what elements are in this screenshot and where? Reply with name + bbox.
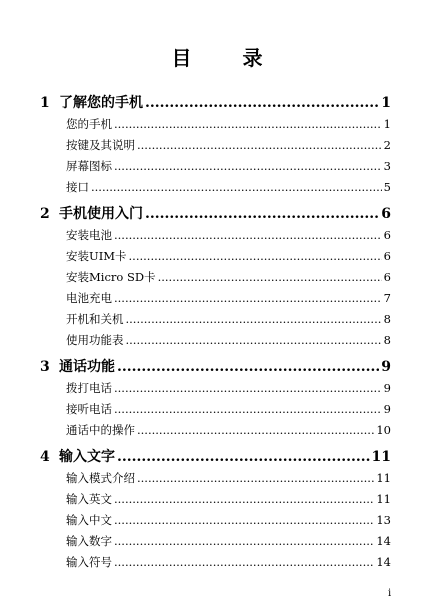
toc-entry[interactable]	[40, 531, 391, 552]
toc-entry[interactable]	[40, 378, 391, 399]
toc-entry[interactable]	[40, 156, 391, 177]
toc-entry[interactable]	[40, 330, 391, 351]
chapter-page: 9	[381, 359, 391, 375]
entry-page: 6	[383, 249, 391, 263]
dot-leader	[137, 468, 374, 489]
chapter-number: 2	[40, 206, 50, 222]
toc-entry[interactable]	[40, 309, 391, 330]
dot-leader	[129, 246, 382, 267]
entry-page: 10	[376, 423, 391, 437]
toc-entry[interactable]	[40, 420, 391, 441]
chapter-number: 1	[40, 95, 50, 111]
dot-leader	[114, 156, 382, 177]
entry-page: 14	[376, 555, 391, 569]
dot-leader	[137, 420, 374, 441]
chapter-title: 通话功能	[59, 359, 115, 375]
toc-entry[interactable]	[40, 177, 391, 198]
entry-title: 开机和关机	[66, 312, 124, 326]
entry-page: 13	[376, 513, 391, 527]
entry-title: 安装UIM卡	[66, 249, 127, 263]
page-title: 目 录	[171, 46, 285, 70]
entry-title: 按键及其说明	[66, 138, 135, 152]
entry-page: 3	[383, 159, 391, 173]
entry-page: 9	[383, 381, 391, 395]
dot-leader	[126, 330, 382, 351]
entry-page: 9	[383, 402, 391, 416]
toc-entry[interactable]	[40, 468, 391, 489]
toc-entry[interactable]	[40, 135, 391, 156]
dot-leader	[137, 135, 382, 156]
table-of-contents	[40, 92, 391, 573]
dot-leader	[114, 510, 374, 531]
toc-entry[interactable]	[40, 288, 391, 309]
entry-title: 输入英文	[66, 492, 112, 506]
dot-leader	[114, 288, 382, 309]
entry-page: 5	[383, 180, 391, 194]
entry-title: 通话中的操作	[66, 423, 135, 437]
toc-entry[interactable]	[40, 225, 391, 246]
entry-title: 接听电话	[66, 402, 112, 416]
entry-page: 2	[383, 138, 391, 152]
entry-title: 安装Micro SD卡	[66, 270, 156, 284]
entry-title: 安装电池	[66, 228, 112, 242]
entry-page: 14	[376, 534, 391, 548]
entry-title: 输入数字	[66, 534, 112, 548]
toc-entry[interactable]	[40, 510, 391, 531]
entry-title: 输入模式介绍	[66, 471, 135, 485]
entry-page: 6	[383, 270, 391, 284]
dot-leader	[145, 203, 379, 225]
toc-entry[interactable]	[40, 489, 391, 510]
entry-title: 您的手机	[66, 117, 112, 131]
toc-entry[interactable]	[40, 399, 391, 420]
dot-leader	[114, 225, 382, 246]
toc-chapter-2[interactable]	[40, 203, 391, 225]
dot-leader	[117, 446, 370, 468]
dot-leader	[126, 309, 382, 330]
dot-leader	[91, 177, 382, 198]
entry-title: 屏幕图标	[66, 159, 112, 173]
entry-page: 11	[376, 492, 391, 506]
dot-leader	[114, 531, 374, 552]
dot-leader	[114, 552, 374, 573]
chapter-number: 4	[40, 449, 50, 465]
chapter-title: 了解您的手机	[59, 95, 143, 111]
dot-leader	[114, 114, 382, 135]
entry-page: 11	[376, 471, 391, 485]
entry-page: 1	[383, 117, 391, 131]
toc-chapter-1[interactable]	[40, 92, 391, 114]
toc-chapter-3[interactable]	[40, 356, 391, 378]
entry-page: 7	[383, 291, 391, 305]
entry-title: 拨打电话	[66, 381, 112, 395]
toc-entry[interactable]	[40, 552, 391, 573]
chapter-page: 11	[371, 449, 391, 465]
page-number-footer: i	[388, 588, 392, 599]
dot-leader	[158, 267, 382, 288]
toc-entry[interactable]	[40, 114, 391, 135]
entry-title: 接口	[66, 180, 89, 194]
entry-page: 8	[383, 333, 391, 347]
dot-leader	[114, 378, 382, 399]
entry-page: 8	[383, 312, 391, 326]
chapter-title: 输入文字	[59, 449, 115, 465]
entry-title: 电池充电	[66, 291, 112, 305]
chapter-page: 1	[381, 95, 391, 111]
toc-chapter-4[interactable]	[40, 446, 391, 468]
entry-title: 使用功能表	[66, 333, 124, 347]
dot-leader	[145, 92, 379, 114]
chapter-page: 6	[381, 206, 391, 222]
chapter-number: 3	[40, 359, 50, 375]
toc-entry[interactable]	[40, 246, 391, 267]
toc-entry[interactable]	[40, 267, 391, 288]
dot-leader	[114, 399, 382, 420]
chapter-title: 手机使用入门	[59, 206, 143, 222]
entry-title: 输入中文	[66, 513, 112, 527]
dot-leader	[114, 489, 374, 510]
entry-title: 输入符号	[66, 555, 112, 569]
dot-leader	[117, 356, 379, 378]
entry-page: 6	[383, 228, 391, 242]
